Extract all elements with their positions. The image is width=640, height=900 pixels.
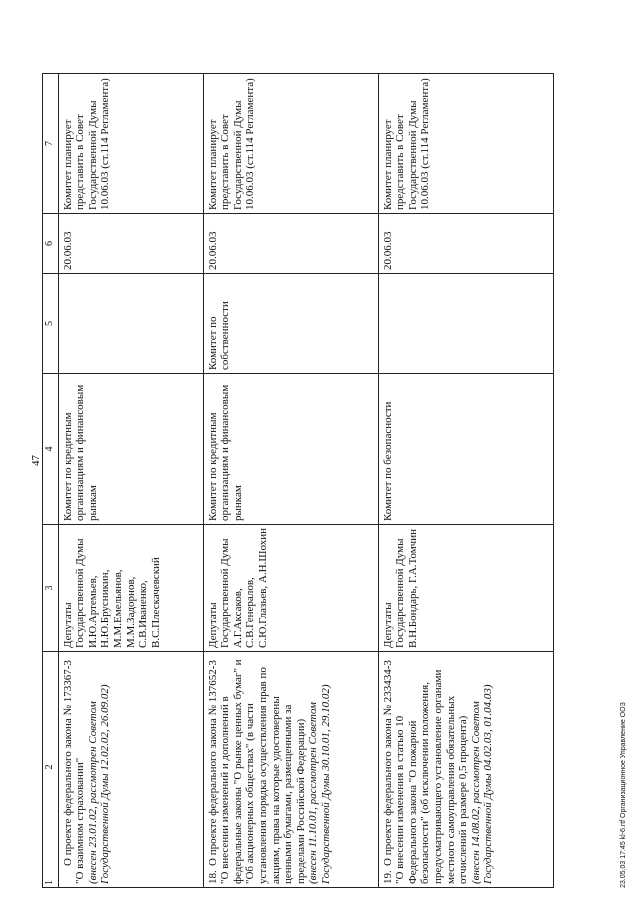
bill-note: (внесен 23.01.02, рассмотрен Советом Государственной Думы 12.02.02, 26.09.02): [86, 684, 112, 884]
date-cell: 20.06.03: [58, 214, 203, 274]
table-row: [378, 74, 553, 888]
row-number: 18.: [206, 870, 219, 884]
date-cell: 20.06.03: [378, 214, 553, 274]
document-table: [42, 73, 554, 888]
header-cell: 7: [43, 74, 59, 214]
header-cell: [43, 652, 59, 888]
page-footer: 23.05.03 17:45 kl-6.rtf Организационное Управление ООЗ: [620, 702, 627, 888]
co-committee-cell: [378, 274, 553, 374]
committee-cell: Комитет по кредитным организациям и финансовым рынкам: [58, 374, 203, 525]
action-cell: Комитет планирует представить в Совет Государственной Думы 10.06.03 (ст.114 Регламента): [203, 74, 378, 214]
row-number: 19.: [381, 870, 394, 884]
authors-cell: Депутаты Государственной Думы И.Ю.Артемьев, Н.Ю.Брусникин, М.М.Емельянов, М.М.Задорнов, С.В.Иваненко, В.С.Плескачевский: [58, 525, 203, 652]
header-col-1: 1: [44, 880, 55, 885]
bill-note: (внесен 14.08.02, рассмотрен Советом Государственной Думы 04.02.03, 01.04.03): [469, 684, 495, 884]
bill-title: О проекте федерального закона № 137652-3 "О внесении изменений и дополнений в федеральные законы "О рынке ценных бумаг" и "Об акционерных обществах" (в части установления порядка осуществления прав по акциям, права на которые удостоверены ценными бумагами, размещенными за пределами Российской Федерации): [206, 659, 307, 884]
co-committee-cell: Комитет по собственности: [203, 274, 378, 374]
page-number: 47: [30, 455, 42, 466]
bill-title: О проекте федерального закона № 233434-3 "О внесении изменения в статью 10 Федерального закона "О пожарной безопасности" (об исключении положения, предусматривающего установление органами местного самоуправления обязательных отчислений в размере 0,5 процента): [381, 660, 470, 884]
header-cell: 3: [43, 525, 59, 652]
bill-cell: [203, 652, 378, 888]
header-row: [43, 74, 59, 888]
table-row: [203, 74, 378, 888]
bill-cell: [378, 652, 553, 888]
header-cell: 6: [43, 214, 59, 274]
committee-cell: Комитет по безопасности: [378, 374, 553, 525]
bill-note: (внесен 11.10.01, рассмотрен Советом Государственной Думы 30.10.01, 29.10.02): [307, 684, 332, 884]
action-cell: Комитет планирует представить в Совет Государственной Думы 10.06.03 (ст.114 Регламента): [378, 74, 553, 214]
authors-cell: Депутаты Государственной Думы В.Н.Бондарь, Г.А.Томчин: [378, 525, 553, 652]
committee-cell: Комитет по кредитным организациям и финансовым рынкам: [203, 374, 378, 525]
date-cell: 20.06.03: [203, 214, 378, 274]
authors-cell: Депутаты Государственной Думы А.Г.Аксаков, С.В.Генералов, С.Ю.Глазьев, А.Н.Шохин: [203, 525, 378, 652]
action-cell: Комитет планирует представить в Совет Государственной Думы 10.06.03 (ст.114 Регламента): [58, 74, 203, 214]
header-col-2: 2: [44, 764, 55, 770]
header-cell: 5: [43, 274, 59, 374]
header-cell: 4: [43, 374, 59, 525]
co-committee-cell: [58, 274, 203, 374]
bill-title: О проекте федерального закона № 173367-3 "О взаимном страховании": [61, 660, 87, 884]
table-row: [58, 74, 203, 888]
bill-cell: [58, 652, 203, 888]
